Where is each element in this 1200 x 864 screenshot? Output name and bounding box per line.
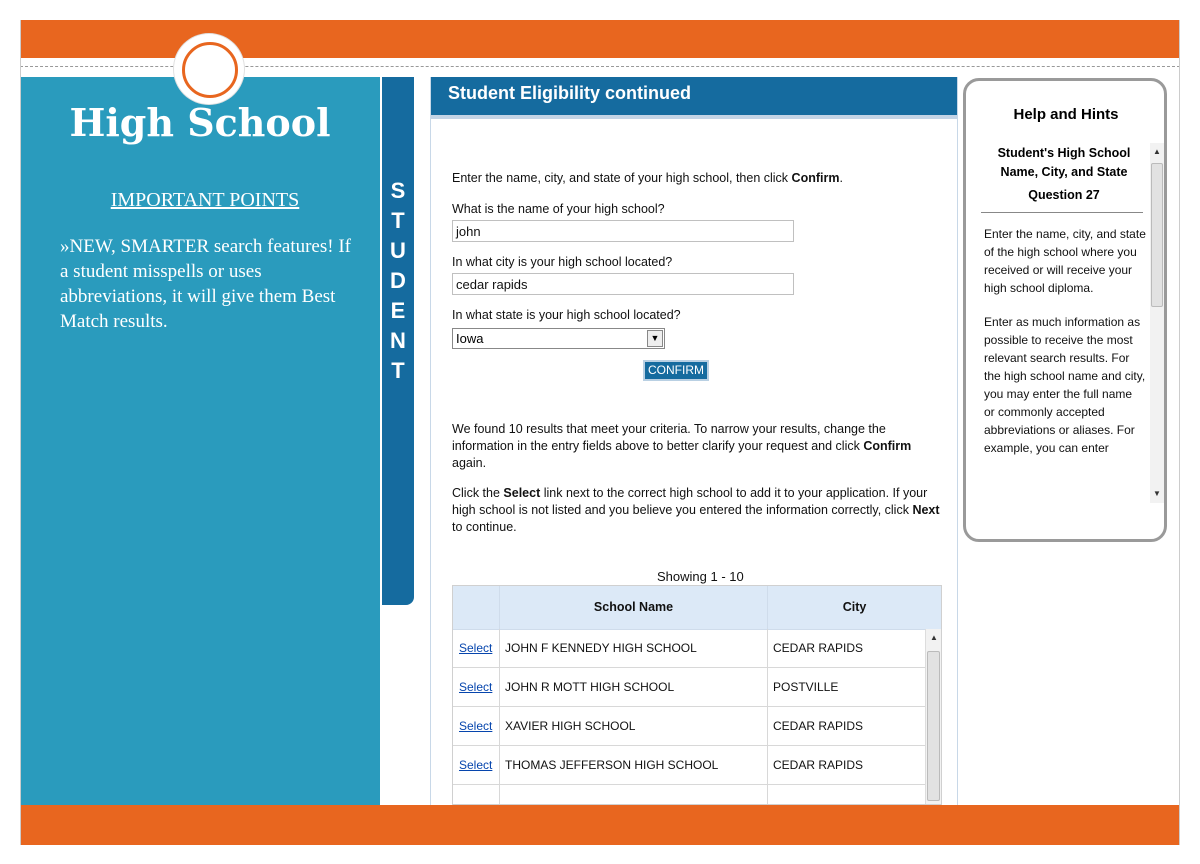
- table-row: [453, 668, 925, 707]
- confirm-button[interactable]: CONFIRM: [643, 360, 709, 381]
- select-link[interactable]: Select: [459, 758, 493, 772]
- circle-ring: [182, 42, 238, 98]
- select-text-1: Click the: [452, 486, 504, 500]
- scroll-down-arrow-icon[interactable]: ▼: [1153, 489, 1161, 498]
- column-city[interactable]: City: [767, 586, 941, 629]
- slide-title: High School: [69, 100, 331, 145]
- help-body: [984, 225, 1146, 473]
- help-paragraph: Enter as much information as possible to receive the most relevant search results. For the high school name and city, you may enter the full name or commonly accepted abbreviations or aliases. For example, you can enter: [984, 315, 1146, 455]
- vertical-letter: E: [390, 298, 406, 323]
- vertical-letter: T: [391, 208, 405, 233]
- school-state-label: In what state is your high school located?: [452, 308, 681, 322]
- results-table: [452, 585, 942, 805]
- table-scrollbar[interactable]: [925, 629, 941, 805]
- vertical-letter: S: [390, 178, 406, 203]
- table-row: [453, 785, 925, 805]
- intro-suffix: .: [839, 171, 843, 185]
- select-link[interactable]: Select: [459, 641, 493, 655]
- eligibility-form-panel: [430, 77, 958, 805]
- bottom-accent-bar: [20, 805, 1180, 845]
- school-name-cell: XAVIER HIGH SCHOOL: [505, 719, 636, 733]
- results-bold: Confirm: [863, 439, 912, 453]
- select-text-2: link next to the correct high school to add it to your application. If your high school is not listed and you believe you entered the information correctly, click: [452, 486, 928, 517]
- school-name-cell: THOMAS JEFFERSON HIGH SCHOOL: [505, 758, 719, 772]
- decorative-circle: [174, 34, 244, 104]
- state-selected-value: Iowa: [456, 331, 484, 346]
- scroll-up-arrow-icon[interactable]: ▲: [1153, 147, 1161, 156]
- results-message: [452, 421, 922, 472]
- column-action: [453, 586, 499, 629]
- vertical-letter: T: [391, 358, 405, 383]
- help-question-number: Question 27: [1028, 188, 1100, 202]
- bullet-marker: »: [60, 236, 70, 257]
- slide-left-panel: [20, 77, 380, 805]
- vertical-letter: D: [390, 268, 406, 293]
- showing-count: Showing 1 - 10: [657, 569, 744, 584]
- help-subtitle: Student's High School Name, City, and State: [997, 146, 1131, 179]
- select-link[interactable]: Select: [459, 719, 493, 733]
- select-bold-2: Next: [912, 503, 940, 517]
- table-row: [453, 707, 925, 746]
- scrollbar-thumb[interactable]: [1151, 163, 1163, 307]
- school-name-cell: JOHN R MOTT HIGH SCHOOL: [505, 680, 675, 694]
- vertical-student-label: [382, 176, 414, 386]
- results-suffix: again.: [452, 456, 487, 470]
- school-city-input[interactable]: cedar rapids: [452, 273, 794, 295]
- school-state-select[interactable]: [452, 328, 665, 349]
- intro-bold: Confirm: [791, 171, 840, 185]
- vertical-letter: N: [390, 328, 406, 353]
- important-points-heading: IMPORTANT POINTS: [110, 189, 300, 211]
- city-cell: CEDAR RAPIDS: [773, 758, 864, 772]
- table-row: [453, 746, 925, 785]
- form-header-title: Student Eligibility continued: [448, 83, 691, 103]
- select-text-3: to continue.: [452, 520, 517, 534]
- help-title: Help and Hints: [1013, 106, 1119, 123]
- scroll-up-arrow-icon[interactable]: ▲: [930, 633, 938, 642]
- select-bold-1: Select: [503, 486, 541, 500]
- city-cell: POSTVILLE: [773, 680, 839, 694]
- chevron-down-icon[interactable]: ▼: [647, 330, 663, 347]
- help-paragraph: Enter the name, city, and state of the high school where you received or will receive your high school diploma.: [984, 227, 1146, 295]
- city-cell: CEDAR RAPIDS: [773, 641, 864, 655]
- bullet-point: [60, 234, 360, 334]
- school-name-input[interactable]: john: [452, 220, 794, 242]
- select-instructions: [452, 485, 947, 536]
- bullet-text: NEW, SMARTER search features! If a student misspells or uses abbreviations, it will give them Best Match results.: [60, 236, 351, 332]
- select-link[interactable]: Select: [459, 680, 493, 694]
- form-header: [431, 77, 957, 119]
- help-scrollbar[interactable]: [1150, 143, 1164, 503]
- help-and-hints-panel: [963, 78, 1167, 542]
- help-divider: [981, 212, 1143, 213]
- table-row: [453, 629, 925, 668]
- table-header: [453, 586, 941, 630]
- results-text: We found 10 results that meet your criteria. To narrow your results, change the information in the entry fields above to better clarify your request and click: [452, 422, 886, 453]
- vertical-letter: U: [390, 238, 406, 263]
- city-cell: CEDAR RAPIDS: [773, 719, 864, 733]
- school-name-label: What is the name of your high school?: [452, 202, 665, 216]
- column-school-name[interactable]: School Name: [499, 586, 767, 629]
- form-intro: [452, 170, 952, 187]
- intro-text: Enter the name, city, and state of your high school, then click: [452, 171, 792, 185]
- school-city-label: In what city is your high school located?: [452, 255, 673, 269]
- school-name-cell: JOHN F KENNEDY HIGH SCHOOL: [505, 641, 697, 655]
- scrollbar-thumb[interactable]: [927, 651, 940, 801]
